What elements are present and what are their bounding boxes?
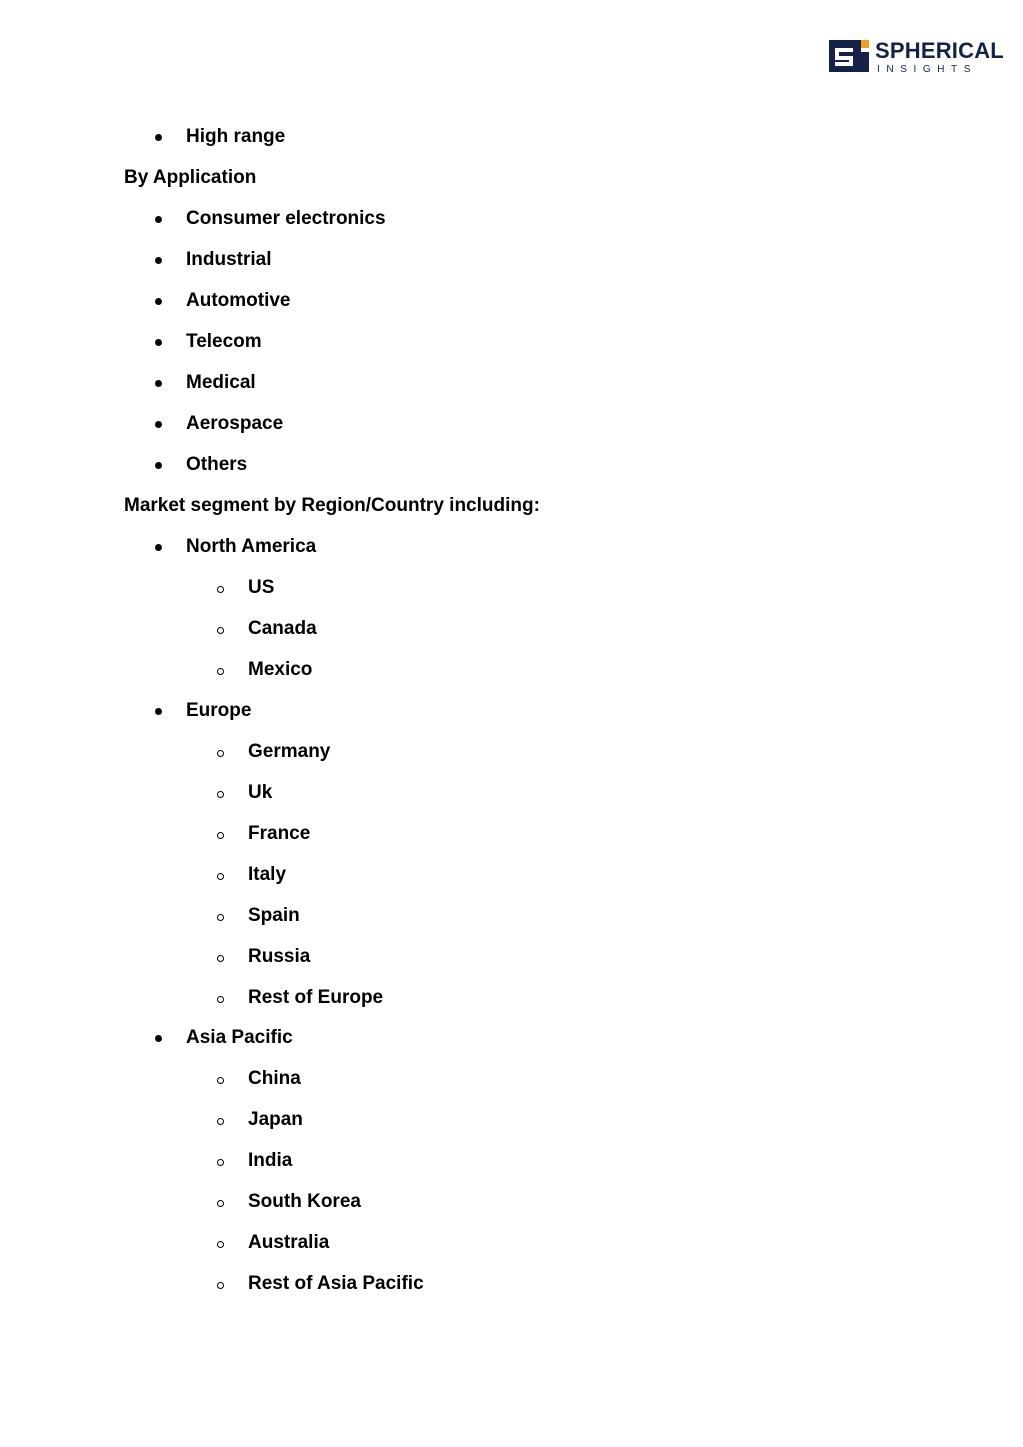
list-item: Automotive <box>186 290 291 311</box>
list-item: Consumer electronics <box>186 208 386 229</box>
logo-wordmark: SPHERICAL <box>875 38 1004 63</box>
section-heading-application: By Application <box>124 167 257 188</box>
hollow-bullet-icon <box>217 1282 224 1289</box>
bullet-icon <box>155 421 162 428</box>
country-item: US <box>248 577 275 598</box>
list-item: Medical <box>186 372 256 393</box>
country-item: South Korea <box>248 1191 361 1212</box>
list-item: Telecom <box>186 331 262 352</box>
country-item: Germany <box>248 741 331 762</box>
hollow-bullet-icon <box>217 627 224 634</box>
bullet-icon <box>155 298 162 305</box>
list-item: Aerospace <box>186 413 284 434</box>
region-item: Asia Pacific <box>186 1027 293 1048</box>
bullet-icon <box>155 544 162 551</box>
hollow-bullet-icon <box>217 1077 224 1084</box>
country-item: Russia <box>248 946 311 967</box>
spherical-insights-logo <box>829 38 1004 78</box>
bullet-icon <box>155 339 162 346</box>
hollow-bullet-icon <box>217 668 224 675</box>
hollow-bullet-icon <box>217 832 224 839</box>
country-item: Canada <box>248 618 317 639</box>
country-item: France <box>248 823 311 844</box>
hollow-bullet-icon <box>217 914 224 921</box>
list-item: High range <box>186 126 286 147</box>
hollow-bullet-icon <box>217 791 224 798</box>
country-item: Australia <box>248 1232 330 1253</box>
bullet-icon <box>155 708 162 715</box>
hollow-bullet-icon <box>217 1159 224 1166</box>
bullet-icon <box>155 216 162 223</box>
country-item: Rest of Europe <box>248 987 384 1008</box>
country-item: India <box>248 1150 293 1171</box>
hollow-bullet-icon <box>217 955 224 962</box>
region-item: Europe <box>186 700 252 721</box>
country-item: Mexico <box>248 659 313 680</box>
logo-subtitle: INSIGHTS <box>877 64 978 75</box>
country-item: Italy <box>248 864 287 885</box>
bullet-icon <box>155 1035 162 1042</box>
bullet-icon <box>155 380 162 387</box>
hollow-bullet-icon <box>217 1241 224 1248</box>
hollow-bullet-icon <box>217 873 224 880</box>
bullet-icon <box>155 462 162 469</box>
country-item: China <box>248 1068 301 1089</box>
bullet-icon <box>155 257 162 264</box>
list-item: Others <box>186 454 248 475</box>
list-item: Industrial <box>186 249 272 270</box>
hollow-bullet-icon <box>217 1118 224 1125</box>
country-item: Japan <box>248 1109 303 1130</box>
region-item: North America <box>186 536 317 557</box>
hollow-bullet-icon <box>217 750 224 757</box>
country-item: Uk <box>248 782 273 803</box>
hollow-bullet-icon <box>217 1200 224 1207</box>
section-heading-region: Market segment by Region/Country including: <box>124 495 540 516</box>
country-item: Spain <box>248 905 300 926</box>
hollow-bullet-icon <box>217 586 224 593</box>
logo-mark-icon <box>829 38 869 74</box>
hollow-bullet-icon <box>217 996 224 1003</box>
country-item: Rest of Asia Pacific <box>248 1273 424 1294</box>
bullet-icon <box>155 134 162 141</box>
